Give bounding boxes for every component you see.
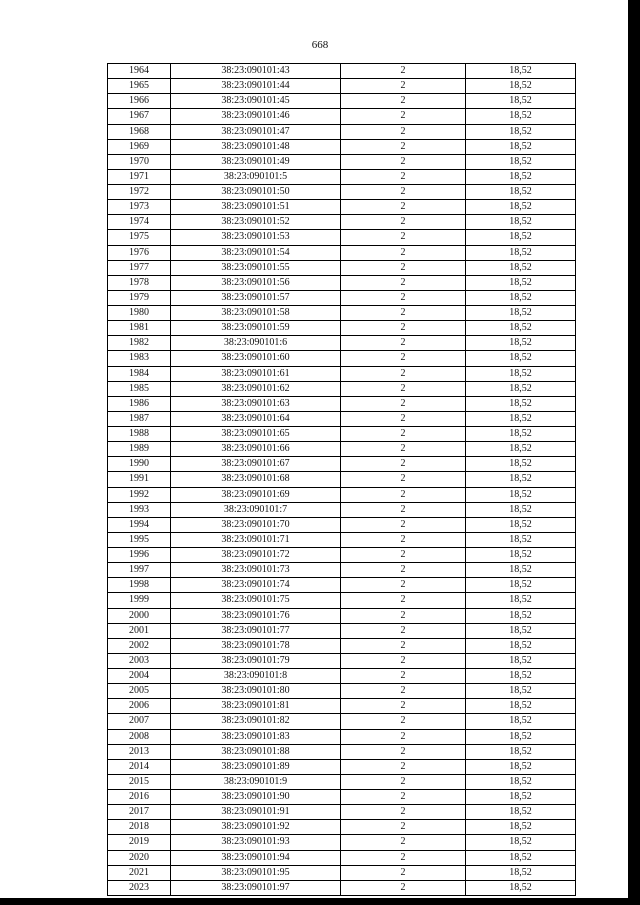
value-cell: 18,52 <box>466 185 576 200</box>
cadastral-number-cell: 38:23:090101:82 <box>171 714 341 729</box>
count-cell: 2 <box>341 548 466 563</box>
table-row <box>108 94 576 109</box>
cadastral-number-cell: 38:23:090101:63 <box>171 396 341 411</box>
count-cell: 2 <box>341 275 466 290</box>
row-number-cell: 1966 <box>108 94 171 109</box>
row-number-cell: 1978 <box>108 275 171 290</box>
row-number-cell: 1982 <box>108 336 171 351</box>
row-number-cell: 1989 <box>108 442 171 457</box>
cadastral-number-cell: 38:23:090101:46 <box>171 109 341 124</box>
cadastral-number-cell: 38:23:090101:7 <box>171 502 341 517</box>
value-cell: 18,52 <box>466 548 576 563</box>
count-cell: 2 <box>341 669 466 684</box>
count-cell: 2 <box>341 744 466 759</box>
cadastral-number-cell: 38:23:090101:72 <box>171 548 341 563</box>
cadastral-number-cell: 38:23:090101:54 <box>171 245 341 260</box>
value-cell: 18,52 <box>466 411 576 426</box>
count-cell: 2 <box>341 381 466 396</box>
count-cell: 2 <box>341 260 466 275</box>
row-number-cell: 2008 <box>108 729 171 744</box>
cadastral-number-cell: 38:23:090101:8 <box>171 669 341 684</box>
cadastral-number-cell: 38:23:090101:97 <box>171 880 341 895</box>
row-number-cell: 1992 <box>108 487 171 502</box>
cadastral-number-cell: 38:23:090101:83 <box>171 729 341 744</box>
row-number-cell: 1997 <box>108 563 171 578</box>
cadastral-number-cell: 38:23:090101:44 <box>171 79 341 94</box>
table-row <box>108 64 576 79</box>
table-row <box>108 321 576 336</box>
value-cell: 18,52 <box>466 517 576 532</box>
cadastral-number-cell: 38:23:090101:74 <box>171 578 341 593</box>
value-cell: 18,52 <box>466 638 576 653</box>
row-number-cell: 1979 <box>108 290 171 305</box>
row-number-cell: 1972 <box>108 185 171 200</box>
cadastral-number-cell: 38:23:090101:59 <box>171 321 341 336</box>
table-row <box>108 532 576 547</box>
count-cell: 2 <box>341 94 466 109</box>
count-cell: 2 <box>341 699 466 714</box>
row-number-cell: 1991 <box>108 472 171 487</box>
count-cell: 2 <box>341 774 466 789</box>
row-number-cell: 1990 <box>108 457 171 472</box>
table-row <box>108 396 576 411</box>
value-cell: 18,52 <box>466 381 576 396</box>
row-number-cell: 2007 <box>108 714 171 729</box>
cadastral-number-cell: 38:23:090101:65 <box>171 427 341 442</box>
row-number-cell: 1986 <box>108 396 171 411</box>
row-number-cell: 2002 <box>108 638 171 653</box>
table-row <box>108 578 576 593</box>
cadastral-number-cell: 38:23:090101:77 <box>171 623 341 638</box>
count-cell: 2 <box>341 472 466 487</box>
row-number-cell: 1968 <box>108 124 171 139</box>
value-cell: 18,52 <box>466 759 576 774</box>
row-number-cell: 1976 <box>108 245 171 260</box>
row-number-cell: 1983 <box>108 351 171 366</box>
table-row <box>108 669 576 684</box>
value-cell: 18,52 <box>466 865 576 880</box>
value-cell: 18,52 <box>466 321 576 336</box>
count-cell: 2 <box>341 169 466 184</box>
value-cell: 18,52 <box>466 169 576 184</box>
row-number-cell: 2006 <box>108 699 171 714</box>
table-row <box>108 139 576 154</box>
row-number-cell: 2023 <box>108 880 171 895</box>
value-cell: 18,52 <box>466 351 576 366</box>
value-cell: 18,52 <box>466 290 576 305</box>
count-cell: 2 <box>341 230 466 245</box>
row-number-cell: 1964 <box>108 64 171 79</box>
value-cell: 18,52 <box>466 699 576 714</box>
count-cell: 2 <box>341 396 466 411</box>
count-cell: 2 <box>341 245 466 260</box>
value-cell: 18,52 <box>466 366 576 381</box>
cadastral-number-cell: 38:23:090101:60 <box>171 351 341 366</box>
count-cell: 2 <box>341 729 466 744</box>
table-row <box>108 729 576 744</box>
row-number-cell: 2004 <box>108 669 171 684</box>
cadastral-number-cell: 38:23:090101:68 <box>171 472 341 487</box>
row-number-cell: 1985 <box>108 381 171 396</box>
cadastral-number-cell: 38:23:090101:64 <box>171 411 341 426</box>
cadastral-number-cell: 38:23:090101:81 <box>171 699 341 714</box>
cadastral-number-cell: 38:23:090101:5 <box>171 169 341 184</box>
count-cell: 2 <box>341 502 466 517</box>
table-row <box>108 427 576 442</box>
count-cell: 2 <box>341 411 466 426</box>
cadastral-number-cell: 38:23:090101:91 <box>171 805 341 820</box>
count-cell: 2 <box>341 517 466 532</box>
table-row <box>108 548 576 563</box>
table-row <box>108 835 576 850</box>
row-number-cell: 2020 <box>108 850 171 865</box>
cadastral-number-cell: 38:23:090101:80 <box>171 684 341 699</box>
cadastral-number-cell: 38:23:090101:71 <box>171 532 341 547</box>
count-cell: 2 <box>341 442 466 457</box>
cadastral-number-cell: 38:23:090101:58 <box>171 306 341 321</box>
count-cell: 2 <box>341 290 466 305</box>
cadastral-number-cell: 38:23:090101:76 <box>171 608 341 623</box>
table-row <box>108 517 576 532</box>
value-cell: 18,52 <box>466 578 576 593</box>
table-row <box>108 185 576 200</box>
value-cell: 18,52 <box>466 593 576 608</box>
row-number-cell: 2016 <box>108 790 171 805</box>
cadastral-number-cell: 38:23:090101:79 <box>171 653 341 668</box>
count-cell: 2 <box>341 850 466 865</box>
table-row <box>108 215 576 230</box>
cadastral-number-cell: 38:23:090101:57 <box>171 290 341 305</box>
table-row <box>108 366 576 381</box>
value-cell: 18,52 <box>466 790 576 805</box>
value-cell: 18,52 <box>466 275 576 290</box>
value-cell: 18,52 <box>466 744 576 759</box>
value-cell: 18,52 <box>466 774 576 789</box>
row-number-cell: 2015 <box>108 774 171 789</box>
page-number: 668 <box>311 39 329 51</box>
row-number-cell: 1970 <box>108 154 171 169</box>
table-row <box>108 593 576 608</box>
table-row <box>108 230 576 245</box>
cadastral-number-cell: 38:23:090101:62 <box>171 381 341 396</box>
registry-table <box>107 63 576 896</box>
value-cell: 18,52 <box>466 502 576 517</box>
count-cell: 2 <box>341 200 466 215</box>
count-cell: 2 <box>341 154 466 169</box>
row-number-cell: 2005 <box>108 684 171 699</box>
row-number-cell: 1980 <box>108 306 171 321</box>
count-cell: 2 <box>341 714 466 729</box>
value-cell: 18,52 <box>466 109 576 124</box>
row-number-cell: 1993 <box>108 502 171 517</box>
value-cell: 18,52 <box>466 608 576 623</box>
count-cell: 2 <box>341 623 466 638</box>
table-row <box>108 169 576 184</box>
count-cell: 2 <box>341 185 466 200</box>
cadastral-number-cell: 38:23:090101:48 <box>171 139 341 154</box>
count-cell: 2 <box>341 124 466 139</box>
value-cell: 18,52 <box>466 563 576 578</box>
table-row <box>108 124 576 139</box>
table-row <box>108 502 576 517</box>
row-number-cell: 2013 <box>108 744 171 759</box>
value-cell: 18,52 <box>466 442 576 457</box>
table-row <box>108 880 576 895</box>
cadastral-number-cell: 38:23:090101:47 <box>171 124 341 139</box>
table-row <box>108 457 576 472</box>
row-number-cell: 1967 <box>108 109 171 124</box>
cadastral-number-cell: 38:23:090101:93 <box>171 835 341 850</box>
table-row <box>108 381 576 396</box>
row-number-cell: 2000 <box>108 608 171 623</box>
value-cell: 18,52 <box>466 94 576 109</box>
table-row <box>108 820 576 835</box>
count-cell: 2 <box>341 759 466 774</box>
count-cell: 2 <box>341 366 466 381</box>
scan-edge-right <box>628 0 640 905</box>
count-cell: 2 <box>341 835 466 850</box>
value-cell: 18,52 <box>466 472 576 487</box>
row-number-cell: 1969 <box>108 139 171 154</box>
cadastral-number-cell: 38:23:090101:53 <box>171 230 341 245</box>
row-number-cell: 1981 <box>108 321 171 336</box>
cadastral-number-cell: 38:23:090101:75 <box>171 593 341 608</box>
table-row <box>108 351 576 366</box>
cadastral-number-cell: 38:23:090101:89 <box>171 759 341 774</box>
count-cell: 2 <box>341 215 466 230</box>
value-cell: 18,52 <box>466 215 576 230</box>
scan-edge-bottom <box>0 898 640 905</box>
value-cell: 18,52 <box>466 139 576 154</box>
value-cell: 18,52 <box>466 669 576 684</box>
value-cell: 18,52 <box>466 154 576 169</box>
count-cell: 2 <box>341 457 466 472</box>
cadastral-number-cell: 38:23:090101:51 <box>171 200 341 215</box>
table-row <box>108 714 576 729</box>
table-row <box>108 336 576 351</box>
table-row <box>108 245 576 260</box>
row-number-cell: 1996 <box>108 548 171 563</box>
table-row <box>108 805 576 820</box>
table-row <box>108 774 576 789</box>
table-row <box>108 608 576 623</box>
value-cell: 18,52 <box>466 684 576 699</box>
value-cell: 18,52 <box>466 336 576 351</box>
count-cell: 2 <box>341 880 466 895</box>
table-row <box>108 684 576 699</box>
value-cell: 18,52 <box>466 714 576 729</box>
count-cell: 2 <box>341 578 466 593</box>
row-number-cell: 1974 <box>108 215 171 230</box>
count-cell: 2 <box>341 321 466 336</box>
value-cell: 18,52 <box>466 850 576 865</box>
row-number-cell: 1965 <box>108 79 171 94</box>
row-number-cell: 1988 <box>108 427 171 442</box>
cadastral-number-cell: 38:23:090101:45 <box>171 94 341 109</box>
cadastral-number-cell: 38:23:090101:6 <box>171 336 341 351</box>
count-cell: 2 <box>341 653 466 668</box>
table-row <box>108 638 576 653</box>
row-number-cell: 2018 <box>108 820 171 835</box>
value-cell: 18,52 <box>466 245 576 260</box>
table-row <box>108 442 576 457</box>
count-cell: 2 <box>341 487 466 502</box>
value-cell: 18,52 <box>466 805 576 820</box>
cadastral-number-cell: 38:23:090101:56 <box>171 275 341 290</box>
cadastral-number-cell: 38:23:090101:78 <box>171 638 341 653</box>
registry-table-body <box>108 64 576 896</box>
value-cell: 18,52 <box>466 64 576 79</box>
count-cell: 2 <box>341 684 466 699</box>
count-cell: 2 <box>341 109 466 124</box>
table-row <box>108 290 576 305</box>
cadastral-number-cell: 38:23:090101:95 <box>171 865 341 880</box>
table-row <box>108 563 576 578</box>
count-cell: 2 <box>341 820 466 835</box>
value-cell: 18,52 <box>466 623 576 638</box>
row-number-cell: 2017 <box>108 805 171 820</box>
value-cell: 18,52 <box>466 880 576 895</box>
row-number-cell: 1995 <box>108 532 171 547</box>
value-cell: 18,52 <box>466 79 576 94</box>
table-row <box>108 790 576 805</box>
value-cell: 18,52 <box>466 260 576 275</box>
count-cell: 2 <box>341 563 466 578</box>
count-cell: 2 <box>341 608 466 623</box>
count-cell: 2 <box>341 638 466 653</box>
table-row <box>108 759 576 774</box>
table-row <box>108 653 576 668</box>
value-cell: 18,52 <box>466 306 576 321</box>
count-cell: 2 <box>341 351 466 366</box>
count-cell: 2 <box>341 336 466 351</box>
cadastral-number-cell: 38:23:090101:67 <box>171 457 341 472</box>
table-row <box>108 275 576 290</box>
cadastral-number-cell: 38:23:090101:52 <box>171 215 341 230</box>
count-cell: 2 <box>341 139 466 154</box>
value-cell: 18,52 <box>466 427 576 442</box>
row-number-cell: 2001 <box>108 623 171 638</box>
cadastral-number-cell: 38:23:090101:43 <box>171 64 341 79</box>
cadastral-number-cell: 38:23:090101:90 <box>171 790 341 805</box>
table-row <box>108 200 576 215</box>
row-number-cell: 1994 <box>108 517 171 532</box>
table-row <box>108 411 576 426</box>
value-cell: 18,52 <box>466 729 576 744</box>
row-number-cell: 1973 <box>108 200 171 215</box>
count-cell: 2 <box>341 865 466 880</box>
row-number-cell: 1975 <box>108 230 171 245</box>
row-number-cell: 1984 <box>108 366 171 381</box>
table-row <box>108 699 576 714</box>
table-row <box>108 623 576 638</box>
table-row <box>108 472 576 487</box>
table-row <box>108 850 576 865</box>
count-cell: 2 <box>341 306 466 321</box>
count-cell: 2 <box>341 805 466 820</box>
row-number-cell: 2014 <box>108 759 171 774</box>
value-cell: 18,52 <box>466 124 576 139</box>
row-number-cell: 1998 <box>108 578 171 593</box>
table-row <box>108 260 576 275</box>
value-cell: 18,52 <box>466 653 576 668</box>
cadastral-number-cell: 38:23:090101:88 <box>171 744 341 759</box>
row-number-cell: 2021 <box>108 865 171 880</box>
value-cell: 18,52 <box>466 396 576 411</box>
value-cell: 18,52 <box>466 835 576 850</box>
count-cell: 2 <box>341 79 466 94</box>
row-number-cell: 2003 <box>108 653 171 668</box>
count-cell: 2 <box>341 64 466 79</box>
table-row <box>108 109 576 124</box>
row-number-cell: 1999 <box>108 593 171 608</box>
cadastral-number-cell: 38:23:090101:49 <box>171 154 341 169</box>
count-cell: 2 <box>341 532 466 547</box>
table-row <box>108 744 576 759</box>
count-cell: 2 <box>341 427 466 442</box>
cadastral-number-cell: 38:23:090101:94 <box>171 850 341 865</box>
row-number-cell: 1971 <box>108 169 171 184</box>
count-cell: 2 <box>341 790 466 805</box>
cadastral-number-cell: 38:23:090101:50 <box>171 185 341 200</box>
cadastral-number-cell: 38:23:090101:55 <box>171 260 341 275</box>
table-row <box>108 306 576 321</box>
value-cell: 18,52 <box>466 820 576 835</box>
cadastral-number-cell: 38:23:090101:92 <box>171 820 341 835</box>
table-row <box>108 865 576 880</box>
cadastral-number-cell: 38:23:090101:69 <box>171 487 341 502</box>
value-cell: 18,52 <box>466 230 576 245</box>
row-number-cell: 1977 <box>108 260 171 275</box>
cadastral-number-cell: 38:23:090101:66 <box>171 442 341 457</box>
row-number-cell: 2019 <box>108 835 171 850</box>
value-cell: 18,52 <box>466 457 576 472</box>
table-row <box>108 487 576 502</box>
row-number-cell: 1987 <box>108 411 171 426</box>
count-cell: 2 <box>341 593 466 608</box>
table-row <box>108 154 576 169</box>
cadastral-number-cell: 38:23:090101:70 <box>171 517 341 532</box>
value-cell: 18,52 <box>466 532 576 547</box>
cadastral-number-cell: 38:23:090101:73 <box>171 563 341 578</box>
cadastral-number-cell: 38:23:090101:9 <box>171 774 341 789</box>
table-row <box>108 79 576 94</box>
cadastral-number-cell: 38:23:090101:61 <box>171 366 341 381</box>
value-cell: 18,52 <box>466 200 576 215</box>
value-cell: 18,52 <box>466 487 576 502</box>
